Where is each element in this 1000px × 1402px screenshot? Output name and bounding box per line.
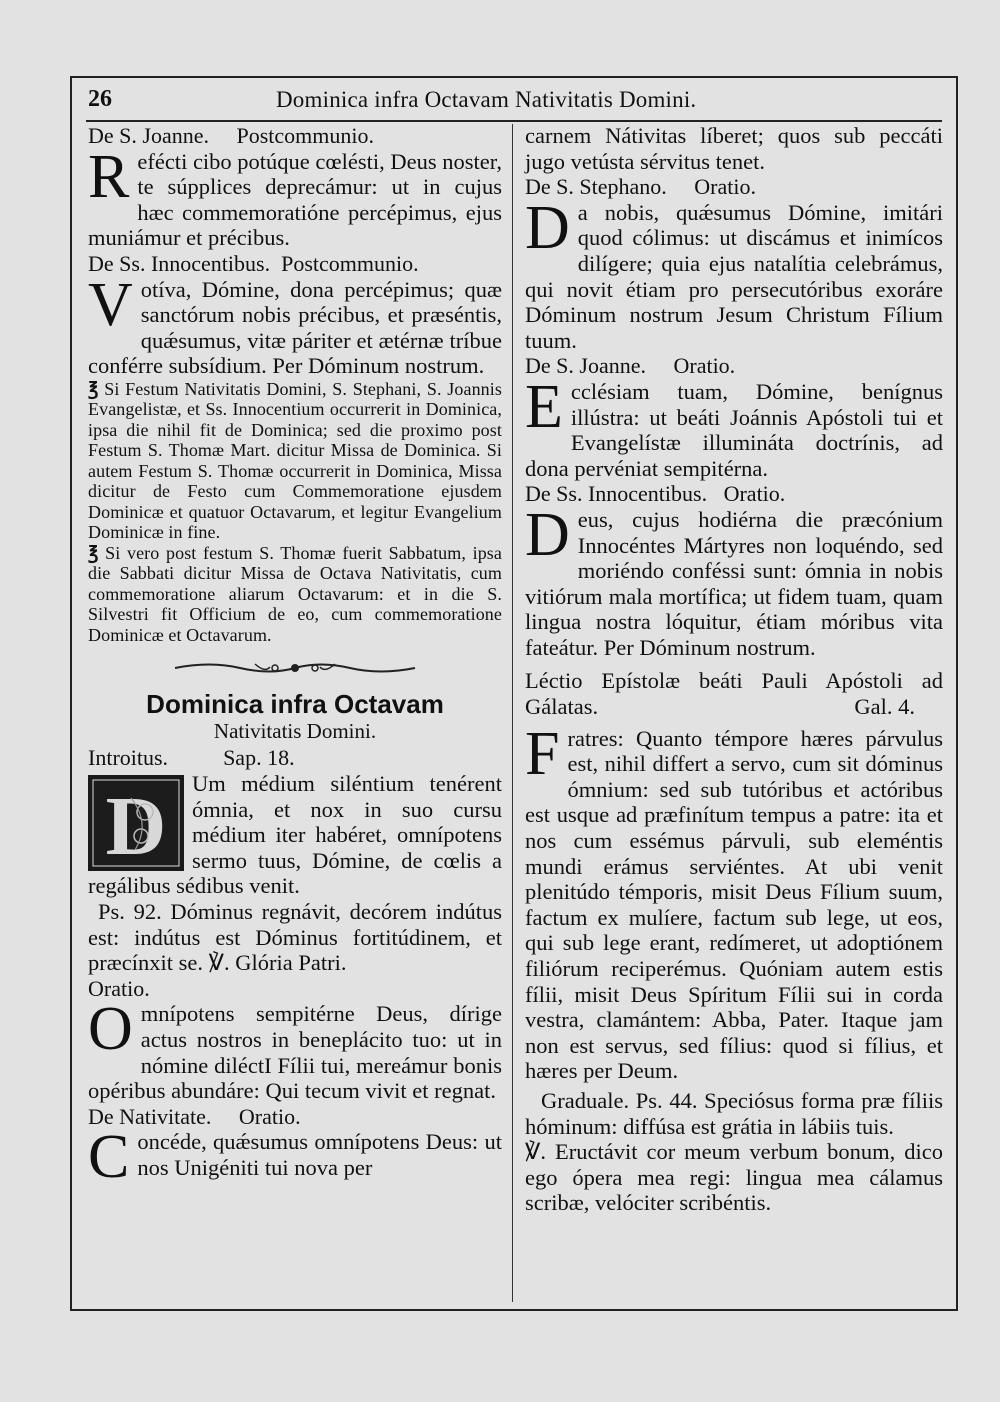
oratio-stephano-text [525,193,943,354]
rubric-second [88,543,502,646]
oratio-joanne-text [525,372,943,481]
postcommunio-innocentibus-heading: De Ss. Innocentibus. Postcommunio. [88,250,419,276]
drop-cap-o: O [88,995,133,1064]
postcommunio-joanne-heading: De S. Joanne. Postcommunio. [88,123,374,148]
lectio-ref: Gal. 4. [854,694,915,720]
section-subtitle: Nativitatis Domini. [213,719,377,744]
left-column [88,123,502,1192]
continuation-text: carnem Nátivitas líberet; quos sub peccáti jugo vetústa sérvitus tenet. [525,123,943,174]
lectio-heading [525,668,943,719]
ornament-divider-icon [88,659,502,679]
oratio-innocentibus-text [525,500,943,661]
drop-cap-d: D [525,500,570,569]
postcommunio-innocentibus-text [88,270,502,379]
header-rule [86,120,942,122]
oratio-heading: Oratio. [88,975,150,1001]
introitus-text [88,771,502,899]
column-divider [512,124,513,1302]
drop-cap-e: E [525,372,563,441]
right-column [525,123,943,1216]
rubric-mark-icon: ℥ [88,542,99,563]
initial-letter: D [105,780,167,869]
oratio-innocentibus-heading: De Ss. Innocentibus. Oratio. [525,481,786,507]
introitus-ref: Sap. 18. [223,745,295,771]
introitus-psalm: Ps. 92. Dóminus regnávit, decórem indútus est: indútus est Dóminus fortitúdinem, et præcínxit se. ℣. Glória Patri. [88,899,502,976]
page-number: 26 [88,86,112,112]
lectio-title: Léctio Epístolæ beáti Pauli Apóstoli ad Gálatas. [525,668,943,720]
drop-cap-d: D [525,193,570,262]
lectio-body: ratres: Quanto témpore hæres párvulus est, nihil differt a servo, cum sit dóminus ómnium: sed sub tutóribus et actóribus est usque ad præfinítum tempus a patre: ita et nos cum essémus párvuli, sub eleméntis mundi erámus serviéntes. At ubi venit plenitúdo témporis, misit Deus Fílium suum, factum ex mulíere, factum sub lege, ut eos, qui sub lege erant, redímeret, ut adoptiónem filiórum reciperémus. Quóniam autem estis fílii, misit Deus Spíritum Fílii sui in corda vestra, clamántem: Abba, Pater. Itaque jam non est servus, sed fílius: quod si fílius, et hæres per Deum. [525,725,943,1084]
postcommunio-joanne-text [88,142,502,251]
rubric-mark-icon: ℥ [88,378,99,399]
page-header [86,84,942,118]
oratio-joanne-heading: De S. Joanne. Oratio. [525,353,736,379]
oratio-nativitate-text [88,1123,502,1192]
oratio-body: mnípotens sempitérne Deus, dírige actus nostros in beneplácito tuo: ut in nómine diléctI Fílii tui, mereámur bonis opéribus abundáre: Qui tecum vivit et regnat. [88,1001,502,1104]
introitus-body: Um médium siléntium tenérent ómnia, et nox in suo cursu médium iter habéret, omnípotens sermo tuus, Dómine, de cœlis a regálibus sédibus venit. [88,771,502,899]
oratio-stephano-heading: De S. Stephano. Oratio. [525,174,756,200]
introitus-heading [88,745,502,771]
rubric-first [88,379,502,543]
drop-cap-f: F [525,719,560,788]
oratio-stephano-body: a nobis, quǽsumus Dómine, imitári quod cólimus: ut discámus et inimícos dilígere; quia ejus natalítia celebrámus, qui novit étiam pro persecutóribus exoráre Dóminum nostrum Jesum Christum Fílium tuum. [525,199,943,353]
postcommunio-innocentibus-body: otíva, Dómine, dona percépimus; quæ sanctórum nobis précibus, et præséntis, quǽsumus, vitæ páriter et ætérnæ tríbue conférre subsídium. Per Dóminum nostrum. [88,276,502,379]
rubric-first-text: Si Festum Nativitatis Domini, S. Stephani, S. Joannis Evangelistæ, et Ss. Innocentium occurrerit in Dominica, ipsa die nihil fit de Dominica; sed die proximo post Festum S. Thomæ Mart. dicitur Missa de Dominica. Si autem Festum S. Thomæ occurrerit in Dominica, Missa dicitur de Festo cum Commemoratione ejusdem Dominicæ et quatuor Octavarum, et legitur Evangelium Dominicæ in fine. [88,378,502,543]
running-title: Dominica infra Octavam Nativitatis Domini. [276,87,697,112]
oratio-nativitate-body: oncéde, quǽsumus omnípotens Deus: ut nos Unigéniti tui nova per [137,1129,502,1180]
illuminated-initial-d-icon [88,775,184,871]
drop-cap-v: V [88,270,133,339]
oratio-text [88,995,502,1104]
drop-cap-c: C [88,1123,130,1192]
oratio-innocentibus-body: eus, cujus hodiérna die præcónium Innocéntes Mártyres non loquéndo, sed moriéndo conféssi sunt: ómnia in nobis vitiórum mala mortífica; ut fidem tuam, quam lingua nostra lóquitur, étiam móribus vita fateátur. Per Dóminum nostrum. [525,506,943,660]
oratio-joanne-body: cclésiam tuam, Dómine, benígnus illústra: ut beáti Joánnis Apóstoli tui et Evangelístæ illumináta doctrínis, ad dona pervéniat sempitérna. [525,378,943,481]
drop-cap-r: R [88,142,130,211]
section-title: Dominica infra Octavam [146,689,444,720]
lectio-text [525,719,943,1084]
versus-text: ℣. Eructávit cor meum verbum bonum, dico ego ópera mea regi: lingua mea cálamus scribæ, velóciter scribéntis. [525,1139,943,1216]
postcommunio-joanne-body: efécti cibo potúque cœlésti, Deus noster, te súpplices deprecámur: ut in cujus hæc commemoratióne percépimus, ejus muniámur et précibus. [88,148,502,251]
introitus-label: Introitus. [88,745,169,771]
oratio-nativitate-heading: De Nativitate. Oratio. [88,1103,301,1129]
graduale-text: Graduale. Ps. 44. Speciósus forma præ fíliis hóminum: diffúsa est grátia in lábiis tuis. [525,1087,943,1139]
rubric-second-text: Si vero post festum S. Thomæ fuerit Sabbatum, ipsa die Sabbati dicitur Missa de Octava Nativitatis, cum commemoratione aliarum Octavarum: et in die S. Silvestri fit Officium de eo, cum commemoratione Dominicæ et Octavarum. [88,542,502,645]
